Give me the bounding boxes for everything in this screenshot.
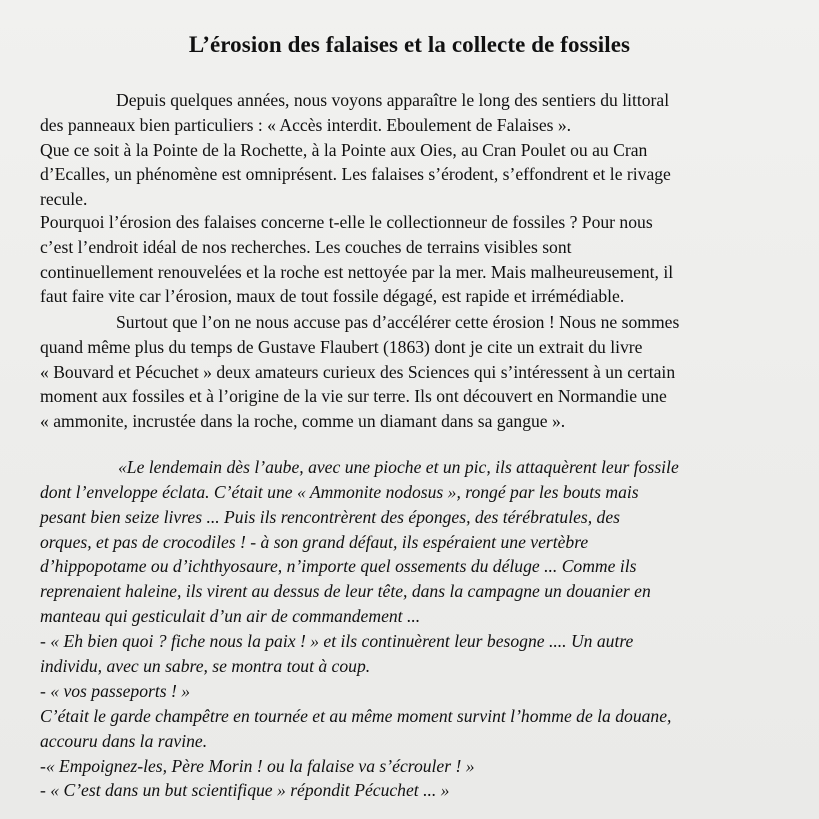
quote-line: dont l’enveloppe éclata. C’était une « Ammonite nodosus », rongé par les bouts mais <box>40 482 639 502</box>
body-line: des panneaux bien particuliers : « Accès interdit. Eboulement de Falaises ». <box>40 115 572 135</box>
body-line: continuellement renouvelées et la roche est nettoyée par la mer. Mais malheureusement, il <box>40 262 674 282</box>
quote-line: reprenaient haleine, ils virent au dessus de leur tête, dans la campagne un douanier en <box>40 581 651 601</box>
body-line: Depuis quelques années, nous voyons apparaître le long des sentiers du littoral <box>116 90 670 110</box>
document-title: L’érosion des falaises et la collecte de fossiles <box>188 32 631 57</box>
quote-line: accouru dans la ravine. <box>40 731 208 751</box>
body-line: Que ce soit à la Pointe de la Rochette, à la Pointe aux Oies, au Cran Poulet ou au Cran <box>40 140 648 160</box>
body-line: c’est l’endroit idéal de nos recherches. Les couches de terrains visibles sont <box>40 237 572 257</box>
body-line: faut faire vite car l’érosion, maux de tout fossile dégagé, est rapide et irrémédiable. <box>40 286 625 306</box>
quote-line: C’était le garde champêtre en tournée et au même moment survint l’homme de la douane, <box>40 706 672 726</box>
quote-line: - « Eh bien quoi ? fiche nous la paix ! » et ils continuèrent leur besogne .... Un autre <box>40 631 634 651</box>
body-line: recule. <box>40 189 88 209</box>
quote-line: manteau qui gesticulait d’un air de commandement ... <box>40 606 421 626</box>
body-line: d’Ecalles, un phénomène est omniprésent. Les falaises s’érodent, s’effondrent et le rivage <box>40 164 671 184</box>
quote-line: orques, et pas de crocodiles ! - à son grand défaut, ils espéraient une vertèbre <box>40 532 589 552</box>
quote-line: pesant bien seize livres ... Puis ils rencontrèrent des éponges, des térébratules, des <box>40 507 621 527</box>
quote-line: individu, avec un sabre, se montra tout à coup. <box>40 656 371 676</box>
quote-line: -« Empoignez-les, Père Morin ! ou la falaise va s’écrouler ! » <box>40 756 475 776</box>
body-line: « ammonite, incrustée dans la roche, comme un diamant dans sa gangue ». <box>40 411 566 431</box>
body-line: quand même plus du temps de Gustave Flaubert (1863) dont je cite un extrait du livre <box>40 337 643 357</box>
body-line: Surtout que l’on ne nous accuse pas d’accélérer cette érosion ! Nous ne sommes <box>116 312 680 332</box>
quote-line: d’hippopotame ou d’ichthyosaure, n’importe quel ossements du déluge ... Comme ils <box>40 556 637 576</box>
body-line: Pourquoi l’érosion des falaises concerne t-elle le collectionneur de fossiles ? Pour nous <box>40 212 653 232</box>
body-line: « Bouvard et Pécuchet » deux amateurs curieux des Sciences qui s’intéressent à un certain <box>40 362 676 382</box>
body-line: moment aux fossiles et à l’origine de la vie sur terre. Ils ont découvert en Normandie une <box>40 386 667 406</box>
quote-line: - « vos passeports ! » <box>40 681 191 701</box>
quote-line: «Le lendemain dès l’aube, avec une pioche et un pic, ils attaquèrent leur fossile <box>118 457 679 477</box>
quote-line: - « C’est dans un but scientifique » répondit Pécuchet ... » <box>40 780 450 800</box>
